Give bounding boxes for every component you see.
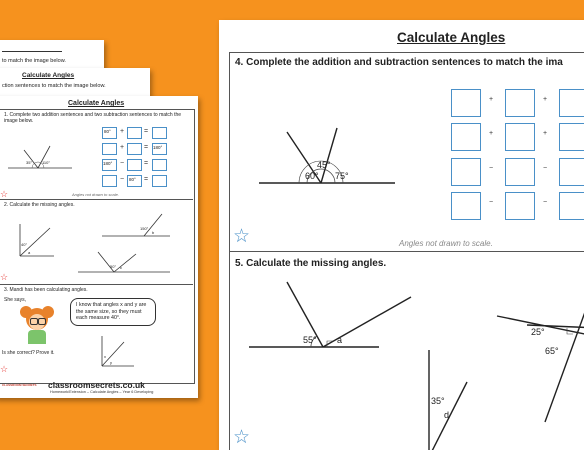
small-q1-value-1: 80° — [104, 129, 111, 134]
small-q1-angle-1: 35° — [26, 160, 33, 165]
small-q3-diagram — [0, 96, 198, 398]
q4-op: + — [543, 96, 548, 103]
star-icon: ☆ — [233, 427, 251, 448]
small-q1-equals: = — [144, 144, 149, 151]
small-q2-angle-50: 50° — [110, 264, 117, 269]
star-icon: ☆ — [0, 364, 9, 374]
q4-angle-45: 45° — [317, 160, 331, 170]
main-sheet-title: Calculate Angles — [397, 30, 506, 45]
small-q3-angle-y: y — [110, 360, 112, 365]
q5-angle-55: 55° — [303, 335, 317, 345]
small-q3-angle-x: x — [104, 354, 106, 359]
q5-angle-25: 25° — [531, 327, 545, 337]
star-icon: ☆ — [0, 272, 9, 282]
q4-op: + — [489, 96, 494, 103]
small-q1-equals: = — [144, 176, 149, 183]
q4-angle-60: 60° — [305, 171, 319, 181]
q4-op: + — [543, 130, 548, 137]
speech-bubble-text: I know that angles x and y are the same size, so they must each measure 40°. — [76, 302, 147, 322]
small-q2-angle-150: 150° — [140, 226, 149, 231]
back-sheet-2-instruction: ction sentences to match the image below. — [2, 83, 106, 89]
q5-angle-35: 35° — [431, 396, 445, 406]
q4-note: Angles not drawn to scale. — [399, 239, 493, 248]
small-q2-angle-c: c — [120, 265, 122, 270]
small-worksheet — [0, 96, 198, 398]
q4-op: − — [543, 199, 548, 206]
footer-site: classroomsecrets.co.uk — [48, 380, 145, 390]
small-q2-angle-40: 40° — [21, 242, 28, 247]
small-q1-op-4: − — [120, 176, 125, 183]
classroom-secrets-logo: CLASSROOM SECRETS — [2, 383, 37, 387]
q4-op: + — [489, 130, 494, 137]
small-q1-note: Angles not drawn to scale. — [72, 192, 119, 197]
small-q1-equals: = — [144, 160, 149, 167]
small-q1-op-1: + — [120, 128, 125, 135]
q4-op: − — [489, 165, 494, 172]
small-q3-question: Is she correct? Prove it. — [2, 350, 55, 356]
q5-angle-a: a — [337, 335, 343, 345]
footer-text: Homework/Extension – Calculate Angles – Year 6 Developing — [50, 390, 154, 394]
q4-angle-75: 75° — [335, 171, 349, 181]
small-q2-angle-b: b — [152, 230, 155, 235]
small-q1-equals: = — [144, 128, 149, 135]
back-sheet-2-title: Calculate Angles — [22, 72, 75, 79]
main-worksheet — [219, 20, 584, 450]
star-icon: ☆ — [0, 189, 9, 199]
small-q2-text: 2. Calculate the missing angles. — [4, 202, 75, 208]
q4-text: 4. Complete the addition and subtraction sentences to match the ima — [235, 57, 563, 68]
q4-op: − — [543, 165, 548, 172]
small-q2-angle-a: a — [28, 250, 31, 255]
q5-angle-65: 65° — [545, 346, 559, 356]
small-q1-value-4: 80° — [129, 177, 136, 182]
small-sheet-title: Calculate Angles — [68, 100, 125, 107]
back-sheet-1-instruction: to match the image below. — [2, 58, 66, 64]
small-q1-op-3: − — [120, 160, 125, 167]
small-q1-angle-3: 110° — [42, 160, 50, 165]
small-q1-text: 1. Complete two addition sentences and two subtraction sentences to match the image below. — [4, 112, 182, 124]
small-q3-text: 3. Mandi has been calculating angles. — [4, 287, 88, 293]
small-q3-says: She says, — [4, 297, 26, 303]
small-q1-value-3: 180° — [103, 161, 113, 166]
small-q1-op-2: + — [120, 144, 125, 151]
small-q1-value-2: 180° — [153, 145, 163, 150]
q5-angle-diagrams — [219, 20, 584, 450]
q5-text: 5. Calculate the missing angles. — [235, 258, 387, 269]
q5-angle-d: d — [444, 410, 450, 420]
star-icon: ☆ — [233, 226, 251, 247]
back-sheet-1-title-underline — [2, 47, 62, 52]
q4-op: − — [489, 199, 494, 206]
